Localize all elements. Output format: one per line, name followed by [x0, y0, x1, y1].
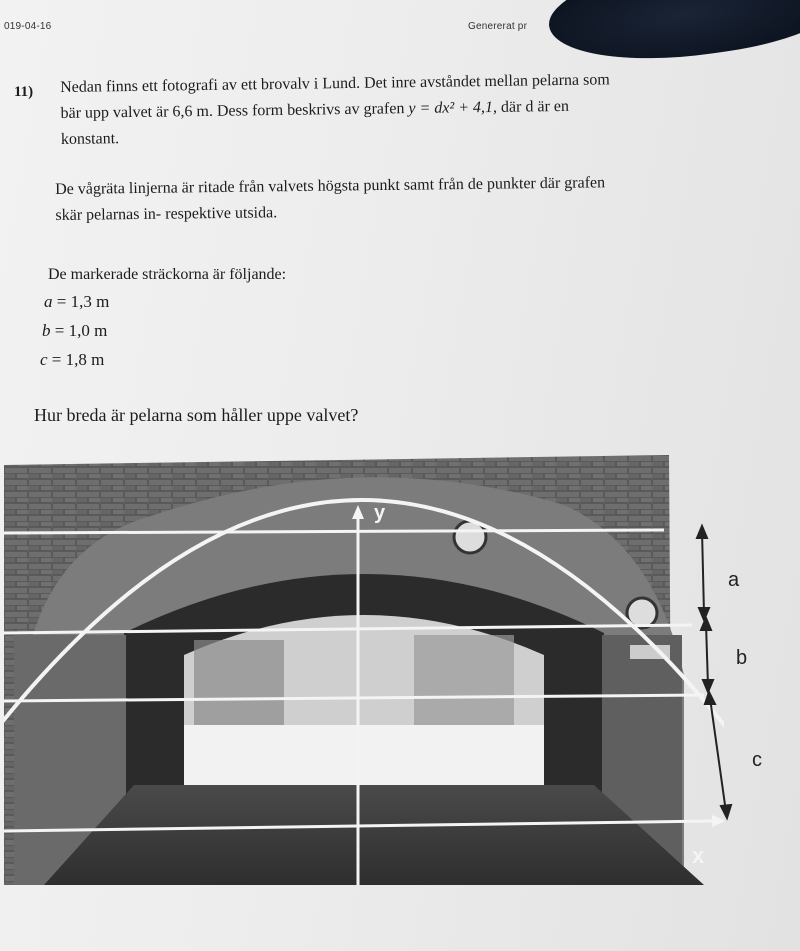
road — [44, 785, 704, 885]
arch-figure — [4, 455, 724, 885]
problem-number: 11) — [14, 84, 34, 100]
header-date: 019-04-16 — [4, 21, 52, 32]
dim-c-arrow-top — [705, 692, 715, 704]
dim-a-label: a — [728, 569, 740, 591]
marked-heading: De markerade sträckorna är följande: — [48, 266, 287, 283]
dim-c-line — [710, 698, 726, 812]
x-axis-label: x — [692, 843, 705, 868]
dim-a-line — [702, 530, 704, 614]
dim-b-label: b — [736, 647, 748, 669]
dim-a-arrow-top — [697, 526, 707, 538]
y-axis-label: y — [374, 502, 386, 524]
dim-a-arrow-bottom — [699, 608, 709, 620]
header-generated: Genererat pr — [468, 21, 528, 32]
dim-b-arrow-top — [701, 618, 711, 630]
given-b-value: = 1,0 m — [54, 321, 108, 340]
given-c-value: = 1,8 m — [51, 350, 105, 369]
dim-b-arrow-bottom — [703, 680, 713, 692]
lines-text-2: skär pelarnas in- respektive utsida. — [55, 204, 278, 224]
lines-text-1: De vågräta linjerna är ritade från valvets högsta punkt samt från de punkter där grafen — [55, 174, 606, 198]
dimension-markers — [690, 520, 780, 880]
intro-line-1: Nedan finns ett fotografi av ett brovalv i Lund. Det inre avståndet mellan pelarna som — [60, 71, 610, 96]
lines-description — [55, 168, 786, 229]
intro-line-2-pre: bär upp valvet är 6,6 m. Dess form beskrivs av grafen — [60, 100, 409, 122]
given-c — [40, 350, 104, 370]
dim-c-label: c — [752, 749, 762, 771]
problem-intro — [60, 65, 781, 153]
given-c-var: c — [40, 350, 48, 369]
dim-b-line — [706, 624, 708, 686]
intro-line-2-post: där d är en — [496, 97, 570, 116]
question: Hur breda är pelarna som håller uppe valvet? — [34, 405, 359, 425]
formula: y = dx² + 4,1, — [408, 98, 498, 118]
thumb-shadow — [543, 0, 800, 75]
dim-c-arrow-bottom — [721, 805, 731, 818]
arch-photo — [4, 455, 724, 885]
given-b-var: b — [42, 321, 51, 340]
given-a — [44, 292, 109, 312]
given-b — [42, 321, 107, 341]
given-a-value: = 1,3 m — [56, 292, 110, 311]
bright-ground — [184, 725, 544, 785]
given-a-var: a — [44, 292, 53, 311]
intro-line-3: konstant. — [60, 130, 120, 148]
